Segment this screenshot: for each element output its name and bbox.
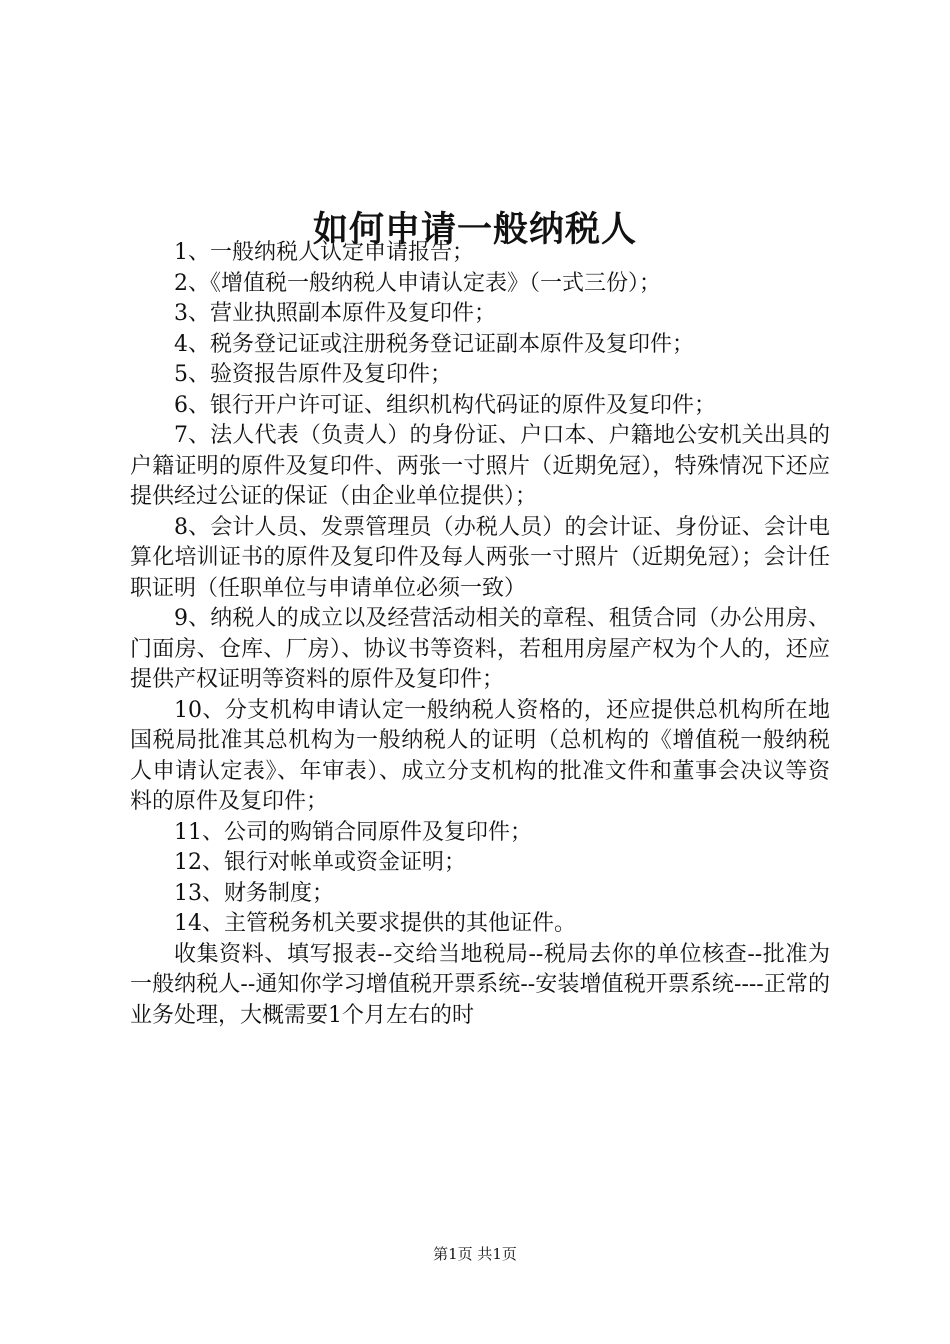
document-body (130, 238, 830, 1031)
list-item-3: 3、营业执照副本原件及复印件； (174, 301, 496, 326)
list-item-10: 10、分支机构申请认定一般纳税人资格的，还应提供总机构所在地国税局批准其总机构为一般纳税人的证明（总机构的《增值税一般纳税人申请认定表》、年审表）、成立分支机构的批准文件和董事会决议等资料的原件及复印件； (130, 697, 830, 814)
list-item-2: 2、《增值税一般纳税人申请认定表》（一式三份）； (174, 270, 661, 296)
list-item-7: 7、法人代表（负责人）的身份证、户口本、户籍地公安机关出具的户籍证明的原件及复印件、两张一寸照片（近期免冠），特殊情况下还应提供经过公证的保证（由企业单位提供）； (130, 423, 830, 509)
page-title: 如何申请一般纳税人 (312, 209, 637, 251)
page-footer: 第1页 共1页 (433, 1245, 517, 1263)
list-item-13: 13、财务制度； (174, 880, 334, 906)
list-item-12: 12、银行对帐单或资金证明； (174, 850, 466, 875)
process-paragraph: 收集资料、填写报表--交给当地税局--税局去你的单位核查--批准为一般纳税人--通知你学习增值税开票系统--安装增值税开票系统----正常的业务处理，大概需要1个月左右的时 (130, 941, 830, 1028)
list-item-1: 1、一般纳税人认定申请报告； (174, 240, 474, 265)
list-item-14: 14、主管税务机关要求提供的其他证件。 (174, 911, 576, 936)
list-item-11: 11、公司的购销合同原件及复印件； (174, 819, 532, 845)
list-item-6: 6、银行开户许可证、组织机构代码证的原件及复印件； (174, 392, 716, 418)
list-item-8: 8、会计人员、发票管理员（办税人员）的会计证、身份证、会计电算化培训证书的原件及复印件及每人两张一寸照片（近期免冠）；会计任职证明（任职单位与申请单位必须一致） (130, 514, 830, 601)
list-item-5: 5、验资报告原件及复印件； (174, 362, 452, 387)
list-item-9: 9、纳税人的成立以及经营活动相关的章程、租赁合同（办公用房、门面房、仓库、厂房）、协议书等资料，若租用房屋产权为个人的，还应提供产权证明等资料的原件及复印件； (130, 606, 830, 692)
list-item-4: 4、税务登记证或注册税务登记证副本原件及复印件； (174, 331, 694, 357)
